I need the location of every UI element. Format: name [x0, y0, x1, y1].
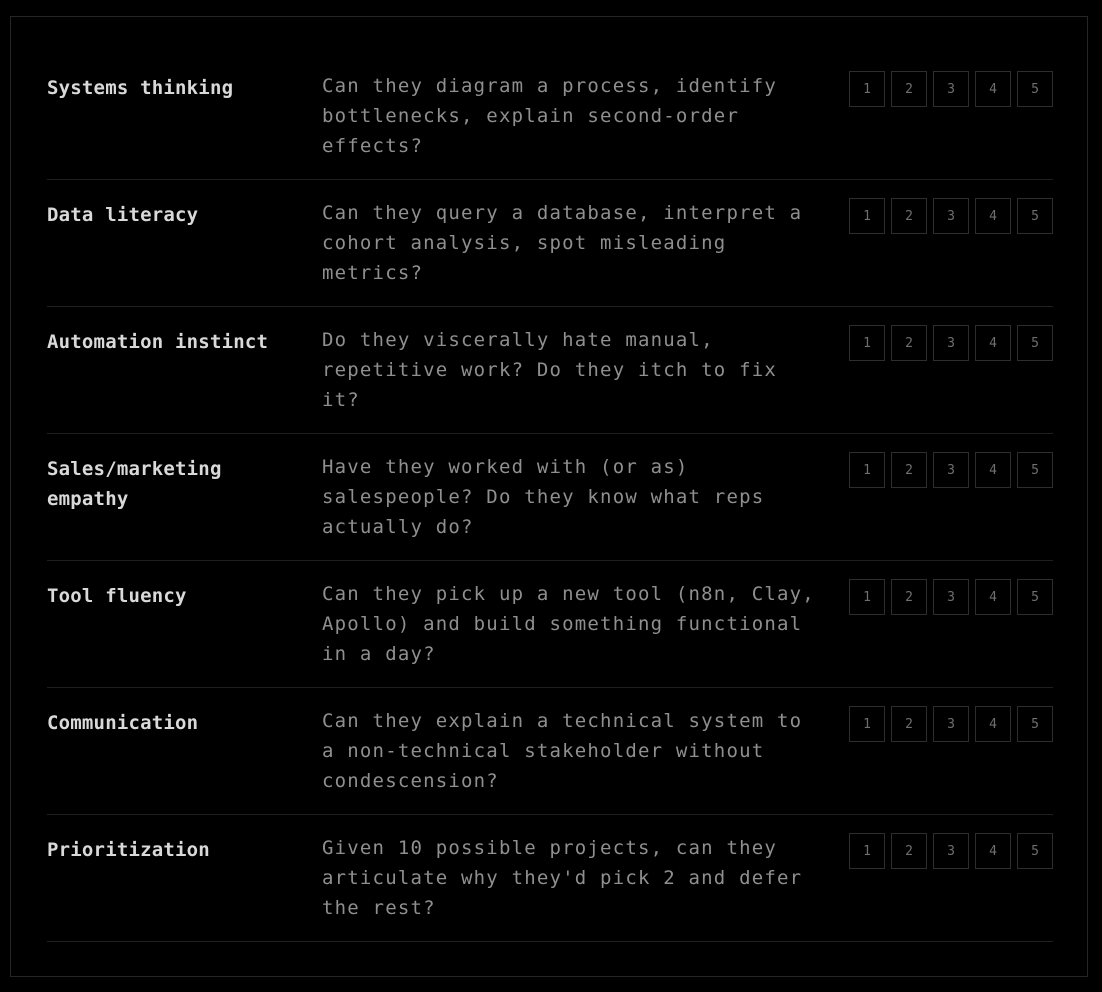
- score-button-1[interactable]: 1: [849, 325, 885, 361]
- score-selector: [849, 452, 1053, 488]
- score-selector: [849, 706, 1053, 742]
- score-button-2[interactable]: 2: [891, 198, 927, 234]
- score-button-3[interactable]: 3: [933, 71, 969, 107]
- criterion-label: Communication: [47, 712, 199, 734]
- score-button-1[interactable]: 1: [849, 71, 885, 107]
- score-button-1[interactable]: 1: [849, 833, 885, 869]
- criterion-question: Can they diagram a process, identify bottlenecks, explain second-order effects?: [322, 75, 778, 157]
- criterion-label: Data literacy: [47, 204, 199, 226]
- criterion-label: Prioritization: [47, 839, 210, 861]
- score-button-5[interactable]: 5: [1017, 706, 1053, 742]
- rubric-row: [47, 434, 1053, 561]
- score-button-3[interactable]: 3: [933, 325, 969, 361]
- score-button-5[interactable]: 5: [1017, 325, 1053, 361]
- score-button-4[interactable]: 4: [975, 706, 1011, 742]
- score-button-2[interactable]: 2: [891, 833, 927, 869]
- score-button-1[interactable]: 1: [849, 452, 885, 488]
- score-button-3[interactable]: 3: [933, 452, 969, 488]
- criterion-label: Sales/marketing empathy: [47, 458, 222, 510]
- score-button-1[interactable]: 1: [849, 579, 885, 615]
- rubric-row: [47, 180, 1053, 307]
- criterion-label: Systems thinking: [47, 77, 234, 99]
- score-button-4[interactable]: 4: [975, 71, 1011, 107]
- score-selector: [849, 198, 1053, 234]
- score-button-3[interactable]: 3: [933, 706, 969, 742]
- score-selector: [849, 71, 1053, 107]
- score-button-5[interactable]: 5: [1017, 198, 1053, 234]
- criterion-question: Do they viscerally hate manual, repetitive work? Do they itch to fix it?: [322, 329, 778, 411]
- score-button-2[interactable]: 2: [891, 71, 927, 107]
- score-button-5[interactable]: 5: [1017, 452, 1053, 488]
- criterion-label: Automation instinct: [47, 331, 269, 353]
- score-button-3[interactable]: 3: [933, 198, 969, 234]
- score-button-5[interactable]: 5: [1017, 71, 1053, 107]
- score-button-3[interactable]: 3: [933, 833, 969, 869]
- score-button-4[interactable]: 4: [975, 325, 1011, 361]
- score-button-4[interactable]: 4: [975, 579, 1011, 615]
- score-button-4[interactable]: 4: [975, 833, 1011, 869]
- score-button-2[interactable]: 2: [891, 325, 927, 361]
- score-selector: [849, 833, 1053, 869]
- criterion-question: Given 10 possible projects, can they articulate why they'd pick 2 and defer the rest?: [322, 837, 803, 919]
- criterion-question: Have they worked with (or as) salespeople? Do they know what reps actually do?: [322, 456, 765, 538]
- rubric-table: [47, 53, 1053, 942]
- criterion-question: Can they pick up a new tool (n8n, Clay, Apollo) and build something functional in a day?: [322, 583, 815, 665]
- score-button-4[interactable]: 4: [975, 452, 1011, 488]
- rubric-row: [47, 561, 1053, 688]
- rubric-row: [47, 688, 1053, 815]
- criterion-label: Tool fluency: [47, 585, 187, 607]
- score-selector: [849, 325, 1053, 361]
- score-button-3[interactable]: 3: [933, 579, 969, 615]
- rubric-row: [47, 53, 1053, 180]
- score-button-2[interactable]: 2: [891, 579, 927, 615]
- score-button-1[interactable]: 1: [849, 198, 885, 234]
- rubric-row: [47, 815, 1053, 942]
- criterion-question: Can they query a database, interpret a cohort analysis, spot misleading metrics?: [322, 202, 803, 284]
- score-button-5[interactable]: 5: [1017, 579, 1053, 615]
- score-button-2[interactable]: 2: [891, 706, 927, 742]
- score-button-4[interactable]: 4: [975, 198, 1011, 234]
- score-button-2[interactable]: 2: [891, 452, 927, 488]
- score-button-1[interactable]: 1: [849, 706, 885, 742]
- criterion-question: Can they explain a technical system to a non-technical stakeholder without condescension?: [322, 710, 803, 792]
- rubric-row: [47, 307, 1053, 434]
- score-button-5[interactable]: 5: [1017, 833, 1053, 869]
- score-selector: [849, 579, 1053, 615]
